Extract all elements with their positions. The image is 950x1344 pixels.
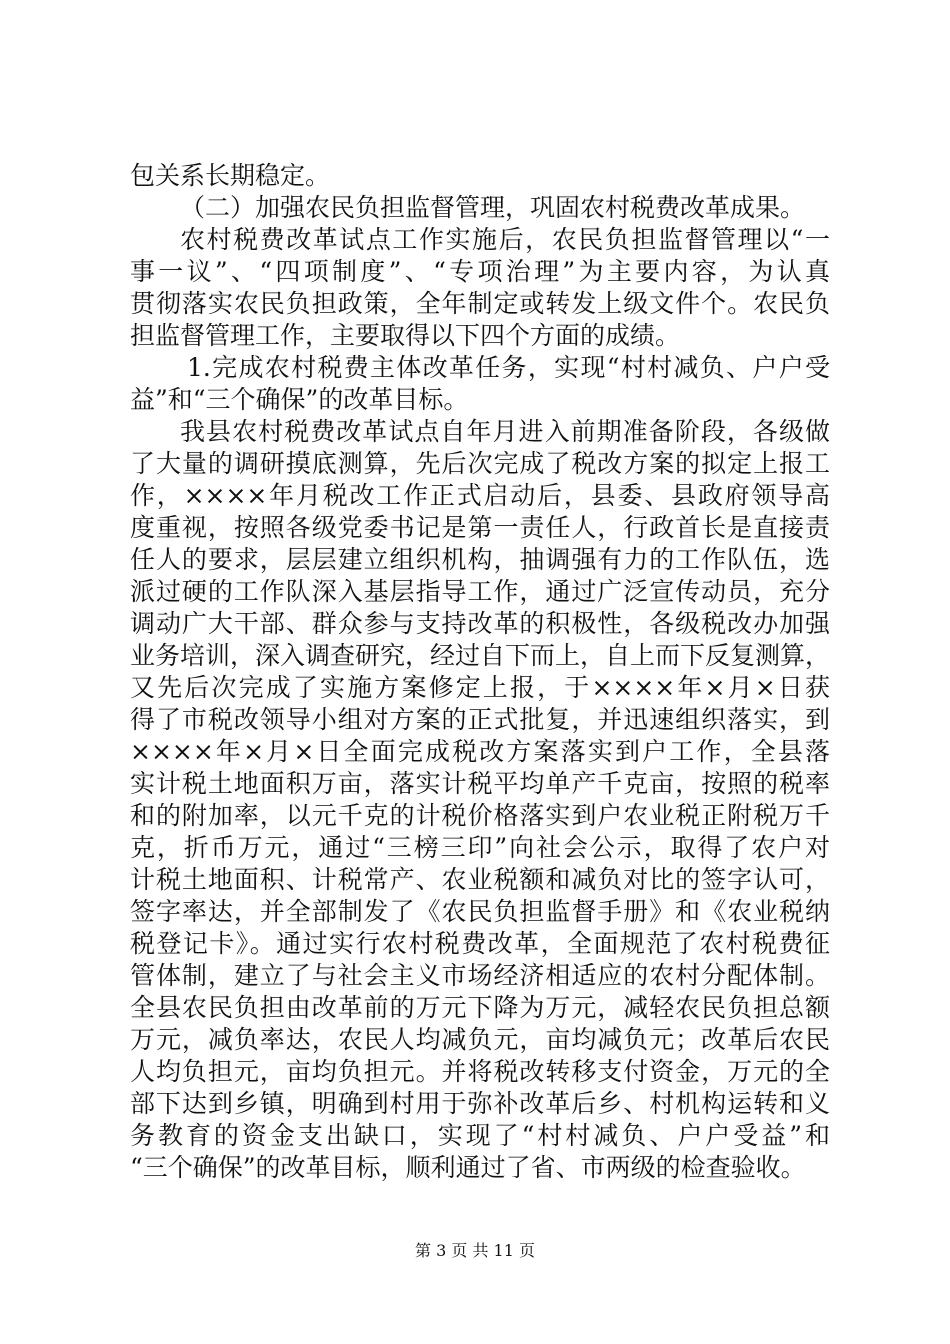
subheading-line: 益”和“三个确保”的改革目标。 [130,385,469,414]
paragraph-line: 人均负担元，亩均负担元。并将税改转移支付资金，万元的全 [130,1057,830,1086]
paragraph-line: 得了市税改领导小组对方案的正式批复，并迅速组织落实，到 [130,705,830,734]
paragraph-line: 担监督管理工作，主要取得以下四个方面的成绩。 [130,321,681,350]
paragraph-line: 又先后次完成了实施方案修定上报，于××××年×月×日获 [130,673,830,702]
paragraph-line: ××××年×月×日全面完成税改方案落实到户工作，全县落 [130,737,830,766]
subheading-line: 1.完成农村税费主体改革任务，实现“村村减负、户户受 [187,353,830,382]
paragraph-line: 了大量的调研摸底测算，先后次完成了税改方案的拟定上报工 [130,449,830,478]
paragraph-line: 管体制，建立了与社会主义市场经济相适应的农村分配体制。 [130,961,830,990]
section-heading: （二）加强农民负担监督管理，巩固农村税费改革成果。 [180,193,806,222]
paragraph-line: 业务培训，深入调查研究，经过自下而上，自上而下反复测算， [130,641,830,670]
paragraph-line: 部下达到乡镇，明确到村用于弥补改革后乡、村机构运转和义 [130,1089,830,1118]
paragraph-line: 度重视，按照各级党委书记是第一责任人，行政首长是直接责 [130,513,830,542]
paragraph-line: 农村税费改革试点工作实施后，农民负担监督管理以“一 [180,225,830,254]
paragraph-line: 我县农村税费改革试点自年月进入前期准备阶段，各级做 [180,417,830,446]
paragraph-line: 签字率达，并全部制发了《农民负担监督手册》和《农业税纳 [130,897,830,926]
paragraph-line: “三个确保”的改革目标，顺利通过了省、市两级的检查验收。 [130,1153,806,1182]
paragraph-line: 万元，减负率达，农民人均减负元，亩均减负元；改革后农民 [130,1025,830,1054]
paragraph-line: 实计税土地面积万亩，落实计税平均单产千克亩，按照的税率 [130,769,830,798]
paragraph-line: 事一议”、“四项制度”、“专项治理”为主要内容，为认真 [130,257,830,286]
paragraph-line: 税登记卡》。通过实行农村税费改革，全面规范了农村税费征 [130,929,830,958]
paragraph-line: 作，××××年月税改工作正式启动后，县委、县政府领导高 [130,481,830,510]
paragraph-line: 包关系长期稳定。 [130,161,331,190]
page-number-footer: 第 3 页 共 11 页 [415,1241,535,1260]
paragraph-line: 和的附加率，以元千克的计税价格落实到户农业税正附税万千 [130,801,830,830]
paragraph-line: 调动广大干部、群众参与支持改革的积极性，各级税改办加强 [130,609,830,638]
paragraph-line: 贯彻落实农民负担政策，全年制定或转发上级文件个。农民负 [130,289,830,318]
paragraph-line: 任人的要求，层层建立组织机构，抽调强有力的工作队伍，选 [130,545,830,574]
paragraph-line: 务教育的资金支出缺口，实现了“村村减负、户户受益”和 [130,1121,830,1150]
paragraph-line: 计税土地面积、计税常产、农业税额和减负对比的签字认可， [130,865,830,894]
paragraph-line: 克，折币万元，通过“三榜三印”向社会公示，取得了农户对 [130,833,830,862]
paragraph-line: 派过硬的工作队深入基层指导工作，通过广泛宣传动员，充分 [130,577,830,606]
document-body [130,160,830,1184]
paragraph-line: 全县农民负担由改革前的万元下降为万元，减轻农民负担总额 [130,993,830,1022]
